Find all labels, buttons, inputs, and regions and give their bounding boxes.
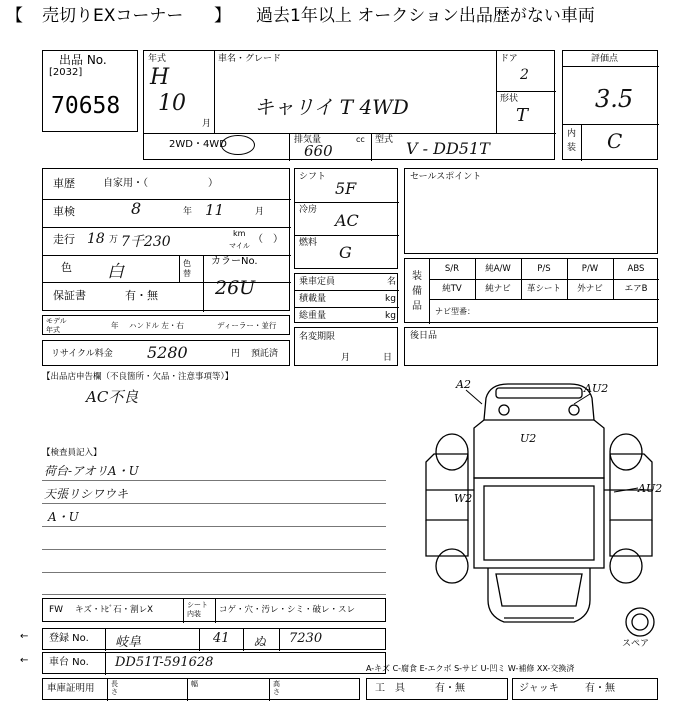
history-label: 車歴 <box>53 177 75 190</box>
color-change-label-2: 替 <box>183 269 191 278</box>
warranty-options: 有・無 <box>125 289 158 302</box>
diagram-bed <box>474 478 604 568</box>
cert-height: 高さ <box>273 680 280 696</box>
equip-alloy-wheel: 純A/W <box>485 264 511 274</box>
garage-cert-row <box>42 678 360 700</box>
diagram-mark-a2: A2 <box>456 378 471 391</box>
evaluation-value: 3.5 <box>595 85 634 113</box>
displacement-label: 排気量 <box>294 135 322 145</box>
banner <box>0 0 700 32</box>
name-change-month: 月 <box>341 353 351 363</box>
equip-ps: P/S <box>537 264 551 274</box>
recycle-label: リサイクル料金 <box>51 349 113 359</box>
inspection-month-unit: 月 <box>255 207 265 217</box>
color-no-value: 26U <box>215 277 256 299</box>
seller-notes-value: AC不良 <box>86 388 139 406</box>
registration-label: 登録 No. <box>49 633 89 644</box>
mileage-label: 走行 <box>53 233 75 246</box>
mileage-man-unit: 万 <box>109 235 119 245</box>
name-change-day: 日 <box>383 353 393 363</box>
inspector-notes-label: 【検査員記入】 <box>42 448 102 458</box>
year-value: 10 <box>158 91 186 116</box>
capacity-passengers-label: 乗車定員 <box>299 277 336 287</box>
inspection-month: 11 <box>205 201 225 219</box>
diagram-mark-u2-hood: U2 <box>520 432 537 445</box>
cert-width: 幅 <box>191 680 198 688</box>
model-year-label-2: 年式 <box>46 326 60 334</box>
diagram-mark-w2: W2 <box>454 492 473 505</box>
seat-label: シート内装 <box>187 601 208 618</box>
car-name-value: キャリイ T 4WD <box>254 95 409 119</box>
diagram-windshield-top <box>496 388 582 398</box>
tools-label: 工 具 <box>375 683 405 694</box>
capacity-load-unit: kg <box>385 294 396 304</box>
drive-label: 2WD・4WD <box>169 139 227 150</box>
chassis-label: 車台 No. <box>49 657 89 668</box>
diagram-mirror-right <box>569 405 579 415</box>
equip-navi: 純ナビ <box>485 284 511 294</box>
capacity-passengers-unit: 名 <box>387 277 397 287</box>
car-name-label: 車名・グレード <box>218 54 282 64</box>
inspector-line-1: 荷台-アオリA・U <box>44 464 139 478</box>
lot-box <box>42 50 138 132</box>
seat-options: コゲ・穴・汚レ・シミ・破レ・スレ <box>219 605 356 615</box>
equip-navi-type: ナビ型番： <box>435 307 475 316</box>
tools-options: 有・無 <box>435 683 465 694</box>
diagram-wheel-front-right <box>610 434 642 470</box>
shape-value: T <box>516 105 529 126</box>
inspection-year: 8 <box>131 199 142 218</box>
model-year-year: 年 <box>111 321 119 330</box>
inspection-year-unit: 年 <box>183 207 193 217</box>
color-change-label-1: 色 <box>183 259 191 268</box>
detail-block <box>42 168 290 311</box>
doors-label: ドア <box>500 54 518 64</box>
capacity-weight-unit: kg <box>385 311 396 321</box>
fw-seat-row <box>42 598 386 622</box>
displacement-unit: cc <box>356 135 365 144</box>
capacity-load-label: 積載量 <box>299 294 327 304</box>
fw-options: キズ・ﾄﾋﾞ石・割レX <box>75 605 153 615</box>
registration-class: 41 <box>213 631 230 646</box>
doors-value: 2 <box>520 67 529 83</box>
diagram-mark-au2-top: AU2 <box>584 382 609 395</box>
diagram-wheel-rear-right <box>610 549 642 583</box>
diagram-side-left-front <box>426 454 468 520</box>
shape-label: 形状 <box>500 94 519 104</box>
model-year-dealer: ディーラー・並行 <box>217 321 277 330</box>
mileage-unit-mile: マイル <box>229 242 250 250</box>
banner-corner: 売切りEXコーナー <box>42 6 184 26</box>
name-change-label: 名変期限 <box>299 332 336 342</box>
registration-region: 岐阜 <box>115 635 142 650</box>
equip-tv: 純TV <box>442 284 462 294</box>
registration-kana: ぬ <box>253 635 267 650</box>
fuel-value: G <box>339 243 352 262</box>
seller-notes-label: 【出品店申告欄（不良箇所・欠品・注意事項等）】 <box>42 372 234 382</box>
model-label: 型式 <box>375 135 394 145</box>
interior-label-2: 装 <box>567 143 577 153</box>
jack-options: 有・無 <box>585 683 615 694</box>
lot-label: 出品 No. <box>59 53 107 67</box>
banner-notice: 過去1年以上 オークション出品歴がない車両 <box>256 6 595 26</box>
diagram-spare-tire <box>626 608 654 636</box>
diagram-front-face <box>488 568 590 622</box>
warranty-label: 保証書 <box>53 289 86 302</box>
interior-label-1: 内 <box>567 129 577 139</box>
shift-value: 5F <box>335 179 357 198</box>
diagram-mirror-left <box>499 405 509 415</box>
shift-label: シフト <box>299 172 327 182</box>
model-year-row <box>42 315 290 335</box>
name-change-block <box>294 327 398 366</box>
capacity-weight-label: 総重量 <box>299 311 327 321</box>
spare-label: スペア <box>622 639 650 649</box>
diagram-wheel-rear-left <box>436 549 468 583</box>
mileage-paren: （ ） <box>253 234 283 245</box>
history-options: 自家用・（ ） <box>103 178 218 189</box>
registration-row <box>42 628 386 650</box>
registration-number: 7230 <box>289 631 323 646</box>
equip-leather: 革シート <box>526 284 561 294</box>
equip-abs: ABS <box>627 264 645 274</box>
year-era: H <box>150 65 170 90</box>
arrow-reg-icon: ← <box>20 631 29 642</box>
inspector-line-2: 天張リシワウキ <box>44 487 129 501</box>
recycle-value: 5280 <box>147 343 188 362</box>
evaluation-label: 評価点 <box>591 54 619 64</box>
diagram-front-glass <box>496 574 582 606</box>
equipment-block <box>404 258 658 323</box>
year-label: 年式 <box>148 54 167 64</box>
drive-selected-circle <box>221 135 255 155</box>
jack-label: ジャッキ <box>519 683 559 694</box>
ac-label: 冷房 <box>299 205 318 215</box>
sales-point-label: セールスポイント <box>410 172 482 182</box>
equip-pw: P/W <box>581 264 599 274</box>
after-day-block <box>404 327 658 366</box>
diagram-hood <box>474 420 604 478</box>
equip-ext-navi: 外ナビ <box>577 284 603 294</box>
diagram-wheel-front-left <box>436 434 468 470</box>
diagram-bed-inner <box>484 486 594 560</box>
diagram-mark-au2-side: AU2 <box>638 482 663 495</box>
cert-length: 長さ <box>111 680 118 696</box>
mileage-unit-km: km <box>233 229 246 238</box>
inspection-label: 車検 <box>53 205 75 218</box>
diagram-side-left-rear <box>426 520 468 556</box>
capacity-block <box>294 273 398 323</box>
equip-airbag: エアB <box>624 284 648 294</box>
equip-sr: S/R <box>444 264 460 274</box>
model-value: V - DD51T <box>406 139 490 158</box>
lot-code: [2032] <box>49 67 83 78</box>
recycle-row <box>42 340 290 366</box>
fuel-label: 燃料 <box>299 238 318 248</box>
displacement-value: 660 <box>304 142 333 160</box>
color-no-label: カラーNo. <box>211 256 258 267</box>
vehicle-info-block <box>143 50 555 160</box>
inspector-line-3: A・U <box>48 510 79 524</box>
damage-legend: A-キズ C-腐食 E-エクボ S-サビ U-凹ミ W-補修 XX-交換済 <box>366 664 575 673</box>
chassis-value: DD51T-591628 <box>115 655 214 670</box>
after-day-label: 後日品 <box>410 331 438 341</box>
fw-label: FW <box>49 605 64 615</box>
mileage-value-man: 18 <box>87 231 105 247</box>
year-month-suffix: 月 <box>202 119 212 129</box>
banner-bracket-left: 【 <box>6 6 23 26</box>
model-year-label-1: モデル <box>46 317 67 325</box>
diagram-side-right-rear <box>610 520 652 556</box>
ac-value: AC <box>335 211 359 230</box>
color-label: 色 <box>61 261 72 274</box>
model-year-handle: ハンドル 左・右 <box>129 321 184 330</box>
jack-row <box>512 678 658 700</box>
car-body-diagram <box>404 370 700 650</box>
color-value: 白 <box>107 262 124 282</box>
recycle-status: 預託済 <box>251 349 279 359</box>
equipment-label: 装備品 <box>412 271 422 312</box>
cert-label: 車庫証明用 <box>47 683 95 694</box>
recycle-unit: 円 <box>231 349 241 359</box>
sales-point-block <box>404 168 658 254</box>
lot-number: 70658 <box>51 93 121 119</box>
shift-ac-fuel-block <box>294 168 398 269</box>
interior-value: C <box>607 129 623 153</box>
arrow-chassis-icon: ← <box>20 655 29 666</box>
evaluation-box <box>562 50 658 160</box>
banner-bracket-right: 】 <box>214 6 231 26</box>
mileage-value-rest: 7千230 <box>121 234 171 250</box>
tools-row <box>366 678 508 700</box>
chassis-row <box>42 652 386 674</box>
